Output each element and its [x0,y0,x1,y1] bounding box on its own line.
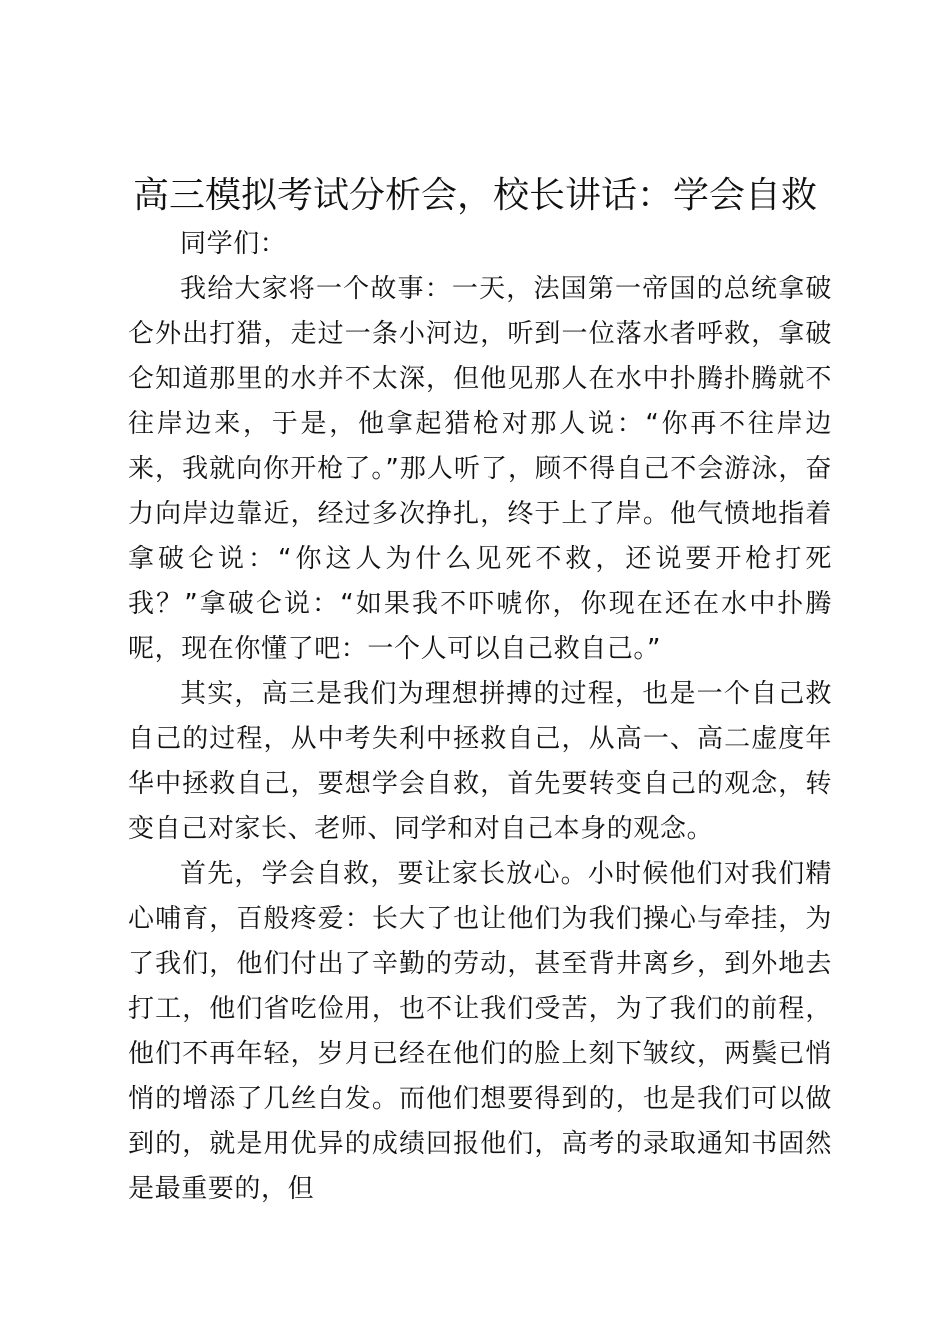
paragraph-3: 首先，学会自救，要让家长放心。小时候他们对我们精心哺育，百般疼爱：长大了也让他们为我们操心与牵挂，为了我们，他们付出了辛勤的劳动，甚至背井离乡，到外地去打工，他们省吃俭用，也不让我们受苦，为了我们的前程，他们不再年轻，岁月已经在他们的脸上刻下皱纹，两鬓已悄悄的增添了几丝白发。而他们想要得到的，也是我们可以做到的，就是用优异的成绩回报他们，高考的录取通知书固然是最重要的，但 [128,859,832,1204]
document-title: 高三模拟考试分析会，校长讲话：学会自救 [132,175,817,216]
paragraph-1: 我给大家将一个故事：一天，法国第一帝国的总统拿破仑外出打猎，走过一条小河边，听到一位落水者呼救，拿破仑知道那里的水并不太深，但他见那人在水中扑腾扑腾就不往岸边来，于是，他拿起猎枪对那人说：“你再不往岸边来，我就向你开枪了。”那人听了，顾不得自己不会游泳，奋力向岸边靠近，经过多次挣扎，终于上了岸。他气愤地指着拿破仑说：“你这人为什么见死不救，还说要开枪打死我？”拿破仑说：“如果我不吓唬你，你现在还在水中扑腾呢，现在你懂了吧：一个人可以自己救自己。” [128,274,832,664]
document-body [128,222,832,1212]
paragraph-2: 其实，高三是我们为理想拼搏的过程，也是一个自己救自己的过程，从中考失利中拯救自己，从高一、高二虚度年华中拯救自己，要想学会自救，首先要转变自己的观念，转变自己对家长、老师、同学和对自己本身的观念。 [128,679,832,844]
salutation: 同学们： [180,229,287,259]
